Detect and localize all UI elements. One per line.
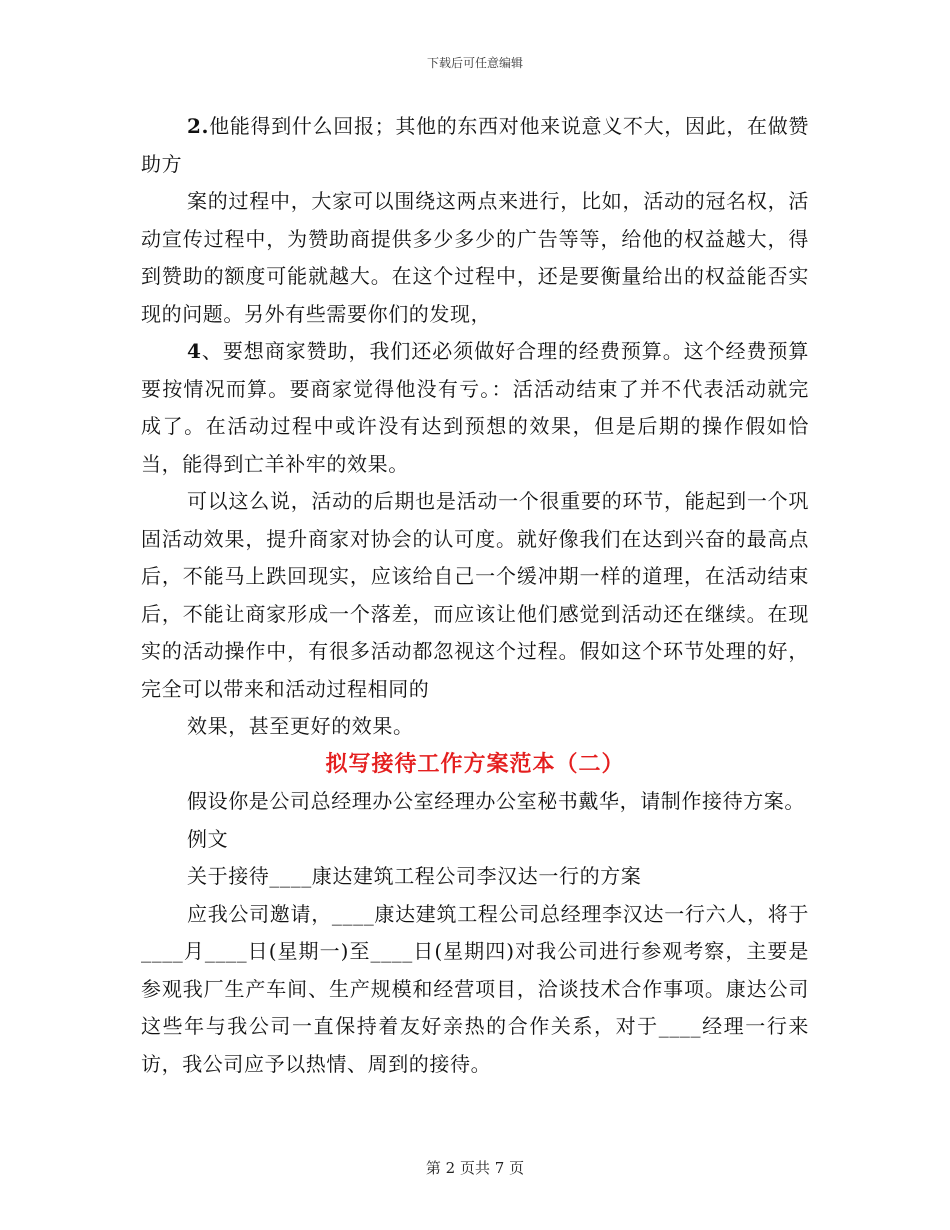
paragraph-5-text: 效果，甚至更好的效果。 [187, 714, 414, 738]
paragraph-5 [141, 708, 809, 746]
paragraph-4 [141, 483, 809, 708]
paragraph-3-lead: 4 [187, 339, 202, 363]
paragraph-9: 应我公司邀请，____康达建筑工程公司总经理李汉达一行六人，将于____月____日(星期一)至____日(星期四)对我公司进行参观考察，主要是参观我厂生产车间、生产规模和经营项目，洽谈技术合作事项。康达公司这些年与我公司一直保持着友好亲热的合作关系，对于____经理一行来访，我公司应予以热情、周到的接待。 [141, 901, 809, 1076]
paragraph-7: 例文 [187, 826, 229, 851]
page-header-note: 下载后可任意编辑 [426, 56, 523, 70]
paragraph-2-text: 案的过程中，大家可以围绕这两点来进行，比如，活动的冠名权，活动宣传过程中，为赞助商提供多少多少的广告等等，给他的权益越大，得到赞助的额度可能就越大。在这个过程中，还是要衡量给出的权益能否实现的问题。另外有些需要你们的发现， [141, 189, 809, 326]
page-footer-page-info: 第 2 页共 7 页 [425, 1159, 525, 1177]
paragraph-1-text: 他能得到什么回报；其他的东西对他来说意义不大，因此，在做赞助方 [141, 114, 809, 176]
section-title: 拟写接待工作方案范本（二） [325, 750, 625, 777]
paragraph-1-lead: 2. [187, 114, 210, 138]
paragraph-4-text: 可以这么说，活动的后期也是活动一个很重要的环节，能起到一个巩固活动效果，提升商家对协会的认可度。就好像我们在达到兴奋的最高点后，不能马上跌回现实，应该给自己一个缓冲期一样的道理，在活动结束后，不能让商家形成一个落差，而应该让他们感觉到活动还在继续。在现实的活动操作中，有很多活动都忽视这个过程。假如这个环节处理的好，完全可以带来和活动过程相同的 [141, 489, 809, 701]
paragraph-8: 关于接待____康达建筑工程公司李汉达一行的方案 [187, 864, 642, 888]
paragraph-3 [141, 333, 809, 483]
paragraph-3-text: 、要想商家赞助，我们还必须做好合理的经费预算。这个经费预算要按情况而算。要商家觉得他没有亏。：活活动结束了并不代表活动就完成了。在活动过程中或许没有达到预想的效果，但是后期的操作假如恰当，能得到亡羊补牢的效果。 [141, 339, 809, 476]
paragraph-2 [141, 183, 809, 333]
paragraph-6: 假设你是公司总经理办公室经理办公室秘书戴华，请制作接待方案。 [187, 789, 805, 813]
paragraph-1 [141, 108, 809, 183]
document-body [141, 108, 809, 1083]
